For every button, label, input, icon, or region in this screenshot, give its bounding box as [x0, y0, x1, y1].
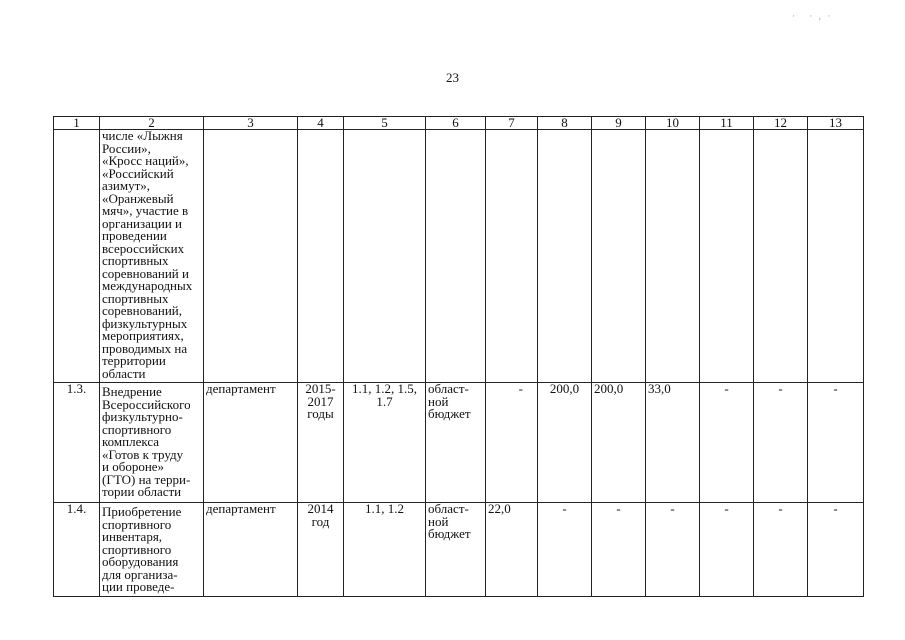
- program-table: [53, 116, 864, 597]
- cell-indicators: 1.1, 1.2, 1.5, 1.7: [344, 383, 426, 503]
- cell-col-11: [700, 130, 754, 383]
- cell-executor: [204, 130, 298, 383]
- cell-executor: департамент: [204, 503, 298, 597]
- header-col-13: 13: [808, 117, 864, 130]
- cell-col-9: 200,0: [592, 383, 646, 503]
- header-col-6: 6: [426, 117, 486, 130]
- header-col-7: 7: [486, 117, 538, 130]
- header-col-12: 12: [754, 117, 808, 130]
- cell-indicators: 1.1, 1.2: [344, 503, 426, 597]
- cell-col-8: 200,0: [538, 383, 592, 503]
- cell-col-8: [538, 130, 592, 383]
- cell-col-12: -: [754, 383, 808, 503]
- cell-col-11: -: [700, 383, 754, 503]
- table-header: [54, 117, 864, 130]
- cell-activity-name: Внедрение Всероссийского физкультурно- спортивного комплекса «Готов к труду и обороне» (ГТО) на терри- тории области: [100, 383, 204, 503]
- header-col-9: 9: [592, 117, 646, 130]
- cell-col-11: -: [700, 503, 754, 597]
- cell-col-12: -: [754, 503, 808, 597]
- table-row: [54, 503, 864, 597]
- page-number: 23: [446, 70, 459, 85]
- header-col-5: 5: [344, 117, 426, 130]
- cell-period: 2015- 2017 годы: [298, 383, 344, 503]
- cell-number: 1.4.: [54, 503, 100, 597]
- cell-col-10: -: [646, 503, 700, 597]
- table-row: [54, 383, 864, 503]
- cell-indicators: [344, 130, 426, 383]
- cell-activity-name: Приобретение спортивного инвентаря, спортивного оборудования для организа- ции проведе-: [100, 503, 204, 597]
- cell-col-12: [754, 130, 808, 383]
- cell-col-7: 22,0: [486, 503, 538, 597]
- cell-col-9: -: [592, 503, 646, 597]
- cell-col-10: 33,0: [646, 383, 700, 503]
- cell-col-8: -: [538, 503, 592, 597]
- cell-funding-source: [426, 130, 486, 383]
- scan-mark: · ·‚·: [792, 11, 837, 21]
- cell-period: [298, 130, 344, 383]
- cell-executor: департамент: [204, 383, 298, 503]
- cell-period: 2014 год: [298, 503, 344, 597]
- header-col-10: 10: [646, 117, 700, 130]
- cell-col-7: [486, 130, 538, 383]
- cell-number: [54, 130, 100, 383]
- cell-col-13: -: [808, 383, 864, 503]
- cell-col-10: [646, 130, 700, 383]
- cell-funding-source: област- ной бюджет: [426, 503, 486, 597]
- cell-number: 1.3.: [54, 383, 100, 503]
- cell-col-7: -: [486, 383, 538, 503]
- cell-col-9: [592, 130, 646, 383]
- header-col-4: 4: [298, 117, 344, 130]
- header-col-11: 11: [700, 117, 754, 130]
- header-col-3: 3: [204, 117, 298, 130]
- table-row: [54, 130, 864, 383]
- header-col-8: 8: [538, 117, 592, 130]
- header-col-1: 1: [54, 117, 100, 130]
- cell-col-13: -: [808, 503, 864, 597]
- header-row: [54, 117, 864, 130]
- cell-col-13: [808, 130, 864, 383]
- header-col-2: 2: [100, 117, 204, 130]
- cell-funding-source: област- ной бюджет: [426, 383, 486, 503]
- cell-activity-name: числе «Лыжня России», «Кросс наций», «Российский азимут», «Оранжевый мяч», участие в организации и проведении всероссийских спортивных соревнований и международных спортивных соревнований, физкультурных мероприятиях, проводимых на территории области: [100, 130, 204, 383]
